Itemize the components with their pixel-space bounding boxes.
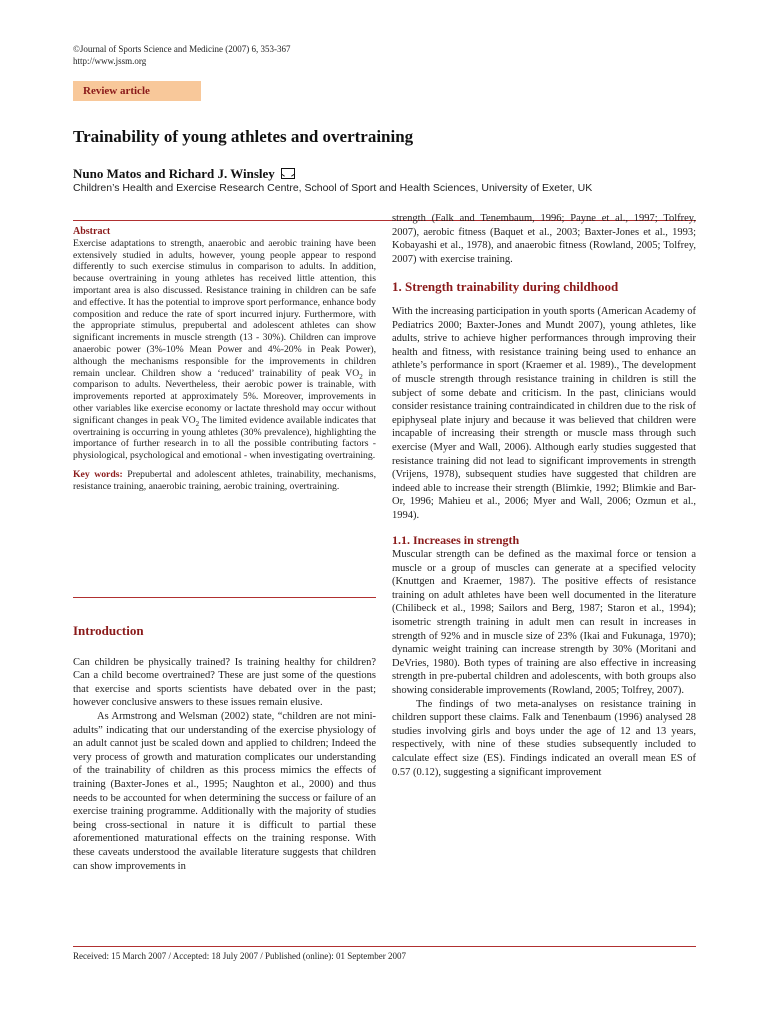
envelope-icon[interactable] [281, 168, 295, 179]
journal-header [73, 43, 291, 67]
author-line [73, 166, 295, 182]
section-1-heading: 1. Strength trainability during childhood [392, 279, 619, 295]
introduction-heading: Introduction [73, 623, 144, 638]
introduction-continued: strength (Falk and Tenembaum, 1996; Payne et al., 1997; Tolfrey, 2007), aerobic fitness (Baquet et al., 2003; Baxter-Jones et al., 1993; Kobayashi et al., 1978), and anaerobic fitness (Rowland, 2005; Tolfrey, 2007) with exercise training. [392, 213, 696, 265]
journal-url[interactable]: http://www.jssm.org [73, 56, 147, 66]
section-1-paragraph: With the increasing participation in youth sports (American Academy of Pediatrics 2000; Baxter-Jones and Mundt 2007), young athletes, like adults, strive to achieve higher performances through improving their health and fitness, with resistance training being used to enhance an athlete’s performance in sport (Kraemer et al. 1989)., The development of muscle strength through resistance training in children is still the subject of some debate and criticism. In the past, clinicians would consider resistance training contraindicated in children due to the risk of epiphyseal plate injury and because it was believed that children were incapable of increasing their strength or muscle mass through such exercise (Myer and Wall, 2006). Although early studies suggested that resistance training did not lead to significant improvements in strength (Vrijens, 1978), subsequent studies have suggested that children are indeed able to increase their strength (Blimkie, 1992; Blimkie and Bar-Or, 1996; Mahieu et al., 2006; Myer and Wall, 2006; Ozmun et al., 1994). [392, 305, 696, 521]
affiliation: Children’s Health and Exercise Research Centre, School of Sport and Health Sciences, University of Exeter, UK [73, 182, 593, 194]
vo2-subscript: 2 [359, 372, 363, 381]
keywords-label: Key words: [73, 468, 123, 480]
introduction-paragraph-1: Can children be physically trained? Is training healthy for children? Can a child become overtrained? These are just some of the questions that exercise and sports scientists have debated over in the past; however conclusive answers to these issues remain elusive. [73, 656, 376, 709]
abstract-text-part-1: Exercise adaptations to strength, anaerobic and aerobic training have been extensively studied in adults, however, young people appear to respond differently to such exercise stimulus in comparison to adults. In addition, because overtraining in young athletes has received little attention, this important area is also discussed. Resistance training in children can be safe and effective. It has the potential to improve sport performance, enhance body composition and reduce the rate of sport incurred injury. Furthermore, with the appropriate stimulus, prepubertal and adolescent athletes can show significant increments in muscle strength (13 - 30%). Children can improve anaerobic power (3%-10% Mean Power and 4%-20% in Peak Power), although the mechanisms responsible for the improvements in children remain unclear. Children show a ‘reduced’ trainability of peak VO [73, 237, 376, 379]
abstract-divider [73, 597, 376, 598]
abstract-text-part-2: in comparison to adults. Nevertheless, their aerobic power is trainable, with improvements reported at approximately 5%. Moreover, improvements in other variables like exercise economy or lactate threshold may occur without significant changes in peak VO [73, 367, 376, 426]
abstract-section [73, 226, 376, 493]
author-names: Nuno Matos and Richard J. Winsley [73, 166, 275, 181]
article-type-badge: Review article [73, 81, 201, 101]
right-column [392, 212, 696, 779]
keywords [73, 469, 376, 493]
introduction-section [73, 624, 376, 873]
keywords-text: Prepubertal and adolescent athletes, trainability, mechanisms, resistance training, anaerobic training, aerobic training, overtraining. [73, 468, 376, 492]
section-1-1-paragraph-2: The findings of two meta-analyses on resistance training in children support these claims. Falk and Tenenbaum (1996) analysed 28 studies involving girls and boys under the age of 12 and 13 years, respectively, with nine of these studies subsequently included to calculate effect size (ES). Findings indicated an overall mean ES of 0.57 (0.12), suggesting a significant improvement [392, 698, 696, 778]
article-title: Trainability of young athletes and overtraining [73, 127, 414, 146]
section-1-1-heading: 1.1. Increases in strength [392, 533, 520, 548]
abstract-text [73, 238, 376, 462]
introduction-paragraph-2: As Armstrong and Welsman (2002) state, “children are not mini-adults” indicating that our understanding of the exercise physiology of an adult cannot just be scaled down and applied to children; Indeed the very process of growth and maturation complicates our understanding of the trainability of children as this process mimics the effects of training (Baxter-Jones et al., 1995; Naughton et al., 2000) and thus needs to be accounted for when determining the success or failure of an exercise training programme. Additionally with the majority of studies being cross-sectional in nature it is difficult to partial these aforementioned maturational effects on the training response. With these caveats understood the available literature suggests that children can show improvements in [73, 710, 376, 872]
abstract-heading: Abstract [73, 226, 111, 237]
footer-divider [73, 946, 696, 947]
journal-citation: ©Journal of Sports Science and Medicine (2007) 6, 353-367 [73, 44, 291, 54]
section-1-1-paragraph-1: Muscular strength can be defined as the maximal force or tension a muscle or a group of muscles can generate at a specified velocity (Knuttgen and Kraemer, 1987). The positive effects of resistance training on adult athletes have been well documented in the literature (Chilibeck et al., 1998; Sailors and Berg, 1987; Staron et al., 1994); isometric strength training in adult men can result in increases in strength of 92% and in muscle size of 23% (Ikai and Fukunaga, 1970); dynamic weight training can increase strength by 30% (Moritani and DeVries, 1980). Both types of training are also effective in increasing strength in pre-pubertal children and adolescents, with both groups also showing considerable improvements (Rowland, 2005; Tolfrey, 2007). [392, 549, 696, 696]
vo2-subscript: 2 [195, 419, 200, 428]
abstract-text-part-3: The limited evidence available indicates that overtraining is occurring in young athletes (30% prevalence), highlighting the importance of further research in to all the possible contributing factors - physiological, psychological and emotional - when investigating overtraining. [73, 414, 377, 462]
publication-dates: Received: 15 March 2007 / Accepted: 18 July 2007 / Published (online): 01 September 2007 [73, 951, 406, 961]
